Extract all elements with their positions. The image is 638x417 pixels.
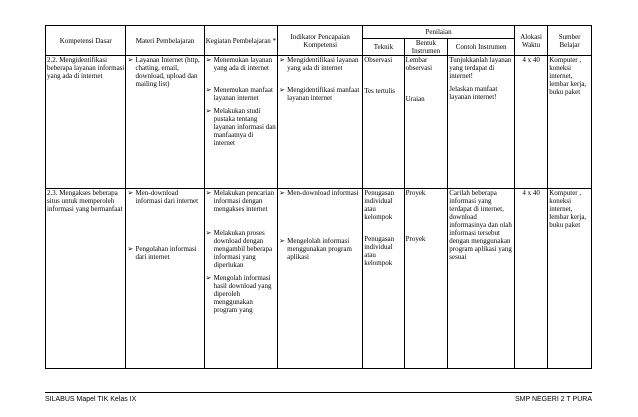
arrow-bullet-icon: ➢ (205, 274, 212, 282)
bentuk-item: Lembar observasi (405, 56, 433, 72)
indikator-item: Mengelolah informasi menggunakan program aplikasi (287, 237, 352, 261)
arrow-bullet-icon: ➢ (127, 189, 134, 197)
page-footer (45, 392, 592, 404)
footer-left-text: SILABUS Mapel TIK Kelas IX (45, 396, 137, 403)
kegiatan-item: Mengolah informasi hasil download yang diperoleh menggunakan program yang (213, 274, 272, 314)
teknik-item: Penugasan individual atau kelompok (364, 235, 395, 267)
sumber-cell: Komputer , koneksi internet, lembar kerja, buku paket (548, 56, 592, 189)
header-teknik: Teknik (363, 39, 404, 56)
header-penilaian: Penilaian (363, 26, 515, 39)
header-bentuk: Bentuk Instrumen (404, 39, 448, 56)
teknik-item: Penugasan individual atau kelompok (364, 189, 395, 221)
arrow-bullet-icon: ➢ (279, 237, 286, 245)
alokasi-cell: 4 x 40 (514, 56, 547, 189)
arrow-bullet-icon: ➢ (205, 107, 212, 115)
kegiatan-item: Menemukan layanan yang ada di internet (213, 56, 273, 72)
indikator-item: Mengidentifikasi layanan yang ada di internet (287, 56, 359, 72)
kd-cell: 2.2. Mengidentifikasi beberapa layanan informasi yang ada di internet (46, 56, 126, 189)
syllabus-table (45, 25, 592, 369)
header-materi: Materi Pembelajaran (126, 26, 204, 56)
indikator-cell (278, 189, 363, 369)
header-sumber: Sumber Belajar (548, 26, 592, 56)
arrow-bullet-icon: ➢ (205, 229, 212, 237)
arrow-bullet-icon: ➢ (205, 189, 212, 197)
footer-right-text: SMP NEGERI 2 T PURA (514, 396, 592, 403)
arrow-bullet-icon: ➢ (205, 56, 212, 64)
header-indikator: Indikator Pencapaian Kompetensi (278, 26, 363, 56)
materi-item: Layanan Internet (http, chatting, email, download, upload dan mailing list) (135, 56, 200, 88)
materi-cell (126, 56, 204, 189)
teknik-cell (363, 56, 404, 189)
kegiatan-item: Melakukan proses download dengan mengambil beberapa informasi yang diperlukan (213, 229, 273, 269)
materi-cell (126, 189, 204, 369)
indikator-item: Men-download informasi (287, 189, 359, 197)
indikator-item: Mengidentifikasi manfaat layanan internet (287, 86, 360, 102)
alokasi-cell: 4 x 40 (514, 189, 547, 369)
bentuk-item: Proyek (405, 235, 426, 243)
teknik-item: Observasi (364, 56, 393, 64)
contoh-cell (448, 56, 515, 189)
kegiatan-item: Melakukan pencarian informasi dengan mengakses internet (213, 189, 275, 213)
materi-item: Men-download informasi dari internet (135, 189, 199, 205)
contoh-item: Tunjukkanlah layanan yang terdapat di internet! (449, 56, 512, 80)
arrow-bullet-icon: ➢ (279, 86, 286, 94)
header-kegiatan: Kegiatan Pembelajaran * (204, 26, 278, 56)
teknik-cell (363, 189, 404, 369)
bentuk-item: Uraian (405, 95, 425, 103)
sumber-cell: Komputer , koneksi internet, lembar kerja, buku paket (548, 189, 592, 369)
kd-cell: 2.3. Mengakses beberapa situs untuk memperoleh informasi yang bermanfaat (46, 189, 126, 369)
header-contoh: Contoh Instrumen (448, 39, 515, 56)
syllabus-sheet (45, 25, 592, 369)
kegiatan-cell (204, 56, 278, 189)
arrow-bullet-icon: ➢ (279, 189, 286, 197)
kegiatan-item: Menemukan manfaat layanan internet (213, 86, 273, 102)
arrow-bullet-icon: ➢ (205, 86, 212, 94)
bentuk-cell (404, 56, 448, 189)
kegiatan-cell (204, 189, 278, 369)
header-row (46, 26, 592, 39)
table-row (46, 189, 592, 369)
bentuk-cell (404, 189, 448, 369)
teknik-item: Tes tertulis (364, 87, 396, 95)
arrow-bullet-icon: ➢ (127, 56, 134, 64)
indikator-cell (278, 56, 363, 189)
contoh-item: Jelaskan manfaat layanan internet! (449, 85, 498, 101)
arrow-bullet-icon: ➢ (127, 245, 134, 253)
contoh-cell: Carilah beberapa informasi yang terdapat di internet, download informasinya dan olah informasi tersebut dengan menggunakan program aplikasi yang sesuai (448, 189, 515, 369)
kegiatan-item: Melakukan studi pustaka tentang layanan informasi dan manfaatnya di internet (213, 107, 276, 147)
arrow-bullet-icon: ➢ (279, 56, 286, 64)
header-kompetensi-dasar: Kompetensi Dasar (46, 26, 126, 56)
header-alokasi: Alokasi Waktu (514, 26, 547, 56)
materi-item: Pengolahan informasi dari internet (135, 245, 197, 261)
table-row (46, 56, 592, 189)
bentuk-item: Proyek (405, 189, 426, 197)
